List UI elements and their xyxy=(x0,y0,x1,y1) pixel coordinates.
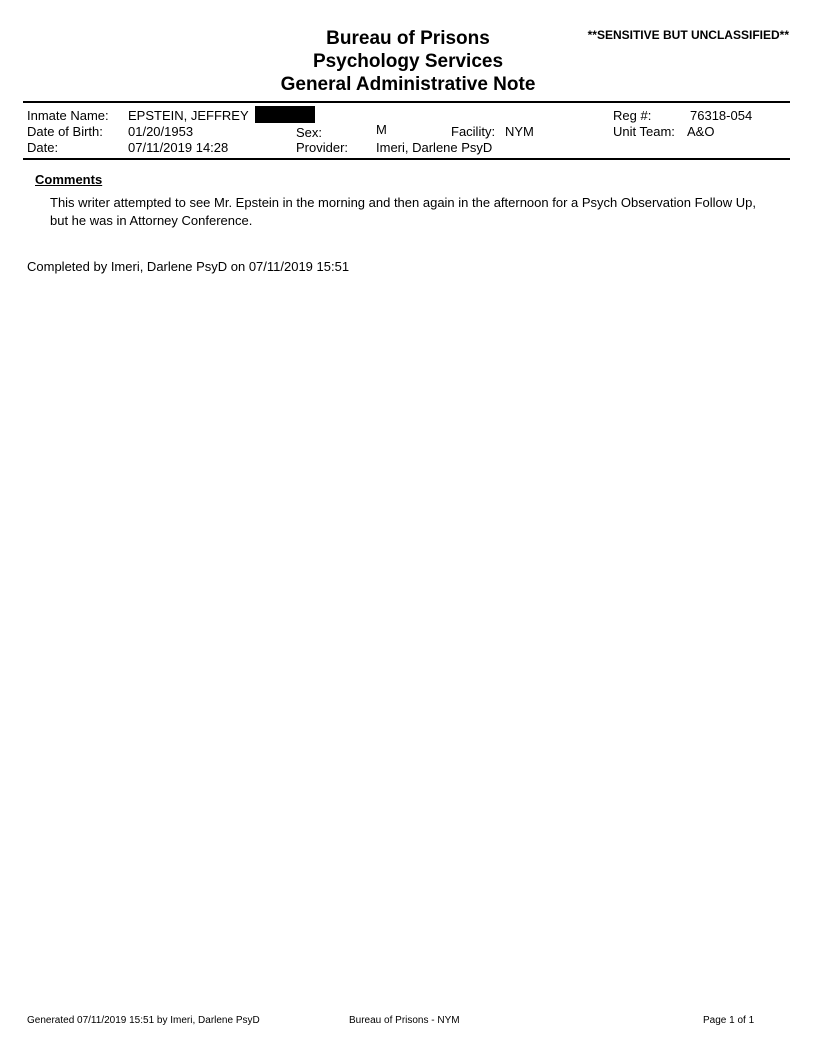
header-bottom-divider xyxy=(23,158,790,160)
dob-value: 01/20/1953 xyxy=(128,124,194,139)
footer-generated: Generated 07/11/2019 15:51 by Imeri, Darlene PsyD xyxy=(27,1015,260,1026)
unit-team-label: Unit Team: xyxy=(613,124,675,139)
document-title-block xyxy=(0,27,816,96)
agency-title: Bureau of Prisons xyxy=(326,28,490,49)
date-value: 07/11/2019 14:28 xyxy=(128,140,229,155)
provider-label: Provider: xyxy=(296,140,349,155)
department-title: Psychology Services xyxy=(312,51,504,72)
comments-heading: Comments xyxy=(35,172,103,187)
provider-value: Imeri, Darlene PsyD xyxy=(376,140,493,155)
redaction-box xyxy=(255,106,315,123)
date-label: Date: xyxy=(27,140,59,155)
dob-label: Date of Birth: xyxy=(27,124,103,139)
sex-value: M xyxy=(376,122,387,137)
sex-label: Sex: xyxy=(296,125,323,140)
inmate-name-label: Inmate Name: xyxy=(27,108,109,123)
facility-value: NYM xyxy=(505,124,534,139)
header-top-divider xyxy=(23,101,790,103)
reg-number-value: 76318-054 xyxy=(690,108,753,123)
footer-facility: Bureau of Prisons - NYM xyxy=(349,1015,460,1026)
unit-team-value: A&O xyxy=(687,124,715,139)
comments-text: This writer attempted to see Mr. Epstein in the morning and then again in the afternoon for a Psych Observation Follow Up, but he was in Attorney Conference. xyxy=(50,195,756,228)
note-type-title: General Administrative Note xyxy=(280,74,536,95)
completion-statement: Completed by Imeri, Darlene PsyD on 07/11/2019 15:51 xyxy=(27,259,350,274)
reg-number-label: Reg #: xyxy=(613,108,652,123)
facility-label: Facility: xyxy=(451,124,496,139)
inmate-name-value: EPSTEIN, JEFFREY xyxy=(128,108,249,123)
classification-label: **SENSITIVE BUT UNCLASSIFIED** xyxy=(587,28,789,42)
footer-page-number: Page 1 of 1 xyxy=(703,1015,755,1026)
